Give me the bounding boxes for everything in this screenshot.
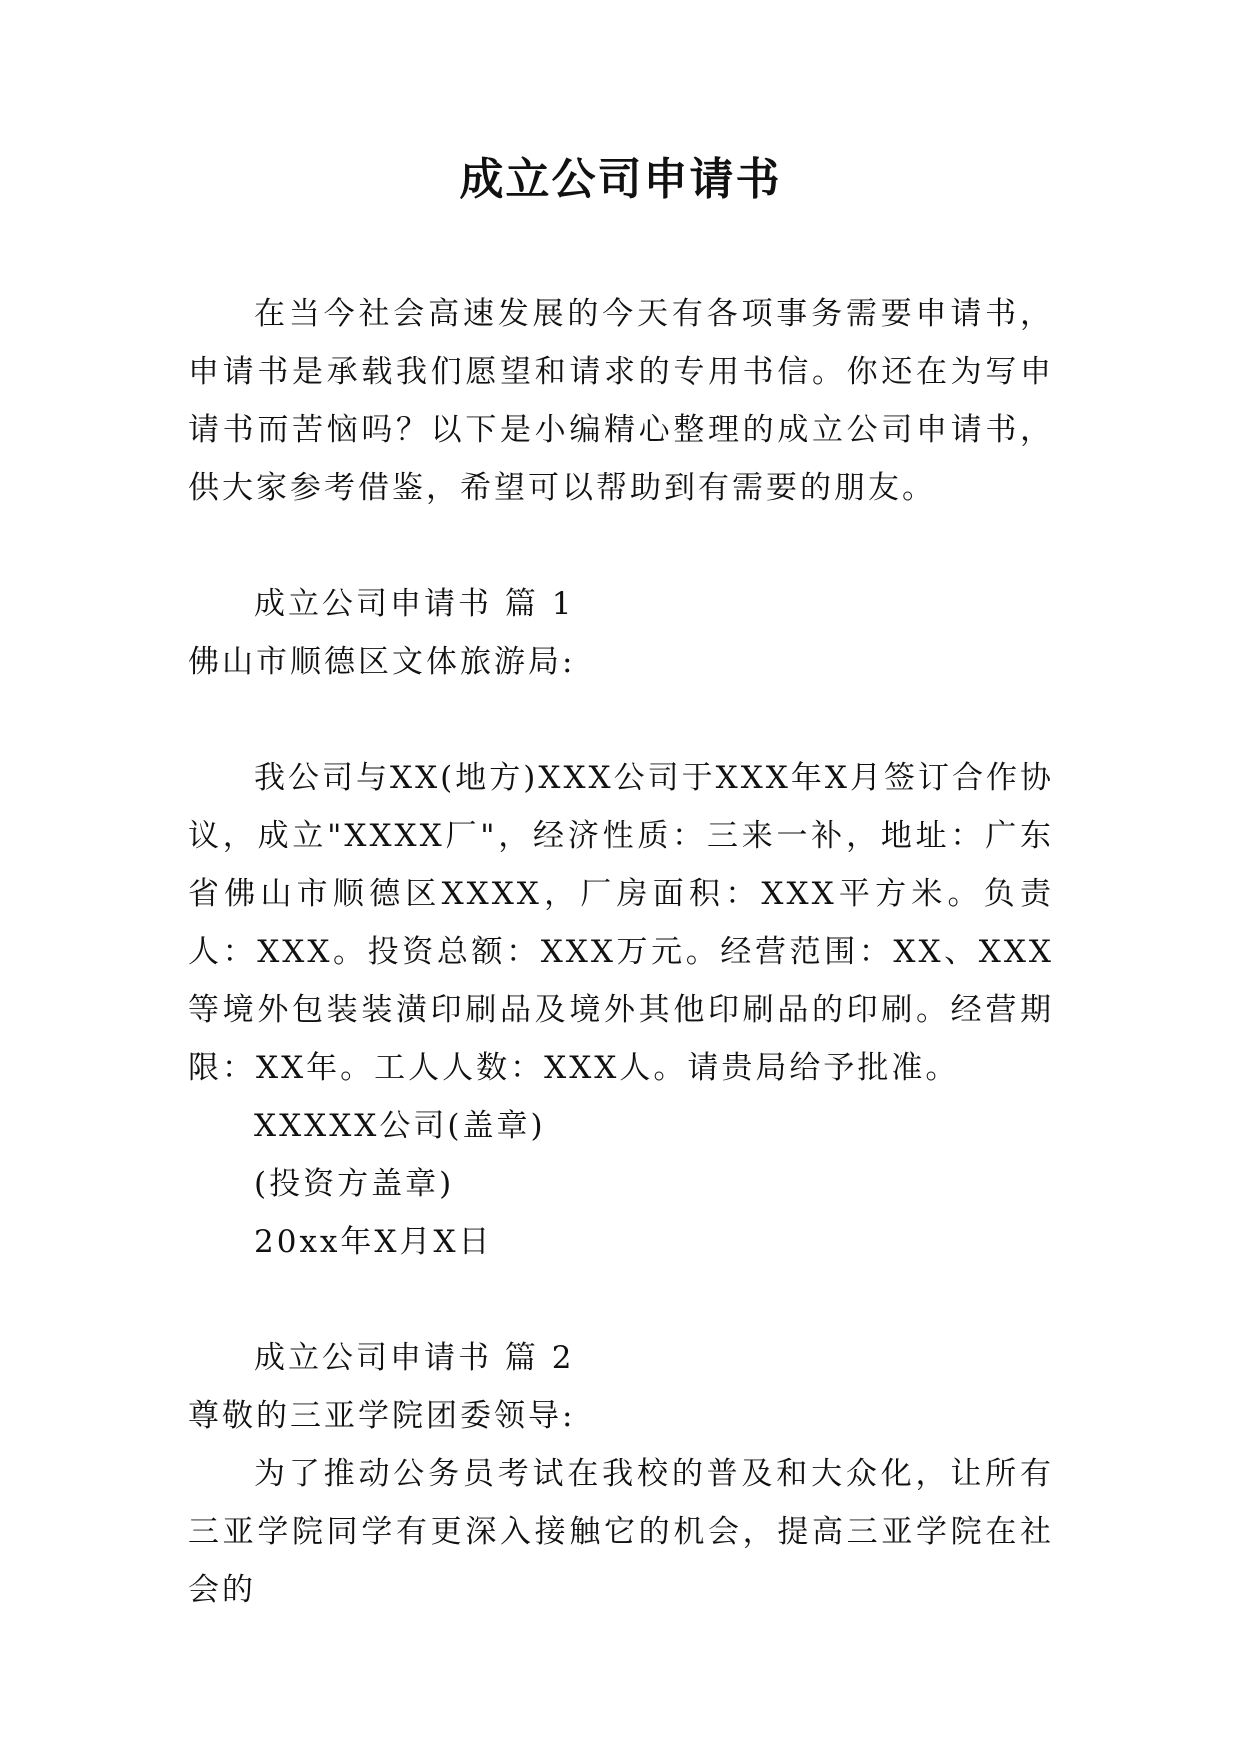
intro-paragraph: 在当今社会高速发展的今天有各项事务需要申请书，申请书是承载我们愿望和请求的专用书信。你还在为写申请书而苦恼吗？以下是小编精心整理的成立公司申请书，供大家参考借鉴，希望可以帮助到有需要的朋友。 [188, 296, 1054, 506]
section2-salutation: 尊敬的三亚学院团委领导: [188, 1398, 576, 1434]
section1-signature-company: XXXXX公司(盖章) [254, 1108, 546, 1144]
section1-salutation: 佛山市顺德区文体旅游局: [188, 644, 576, 680]
section2-heading: 成立公司申请书 篇 2 [254, 1340, 575, 1376]
section1-heading: 成立公司申请书 篇 1 [254, 586, 575, 622]
section1-body: 我公司与XX(地方)XXX公司于XXX年X月签订合作协议，成立"XXXX厂"，经济性质：三来一补，地址：广东省佛山市顺德区XXXX，厂房面积：XXX平方米。负责人：XXX。投资总额：XXX万元。经营范围：XX、XXX等境外包装装潢印刷品及境外其他印刷品的印刷。经营期限：XX年。工人人数：XXX人。请贵局给予批准。 [188, 760, 1054, 1086]
page-title: 成立公司申请书 [459, 154, 782, 205]
document-body [188, 285, 1054, 1619]
section1-date: 20xx年X月X日 [254, 1224, 493, 1260]
section2-body: 为了推动公务员考试在我校的普及和大众化，让所有三亚学院同学有更深入接触它的机会，提高三亚学院在社会的 [188, 1456, 1054, 1608]
section1-signature-investor: (投资方盖章) [254, 1166, 455, 1202]
